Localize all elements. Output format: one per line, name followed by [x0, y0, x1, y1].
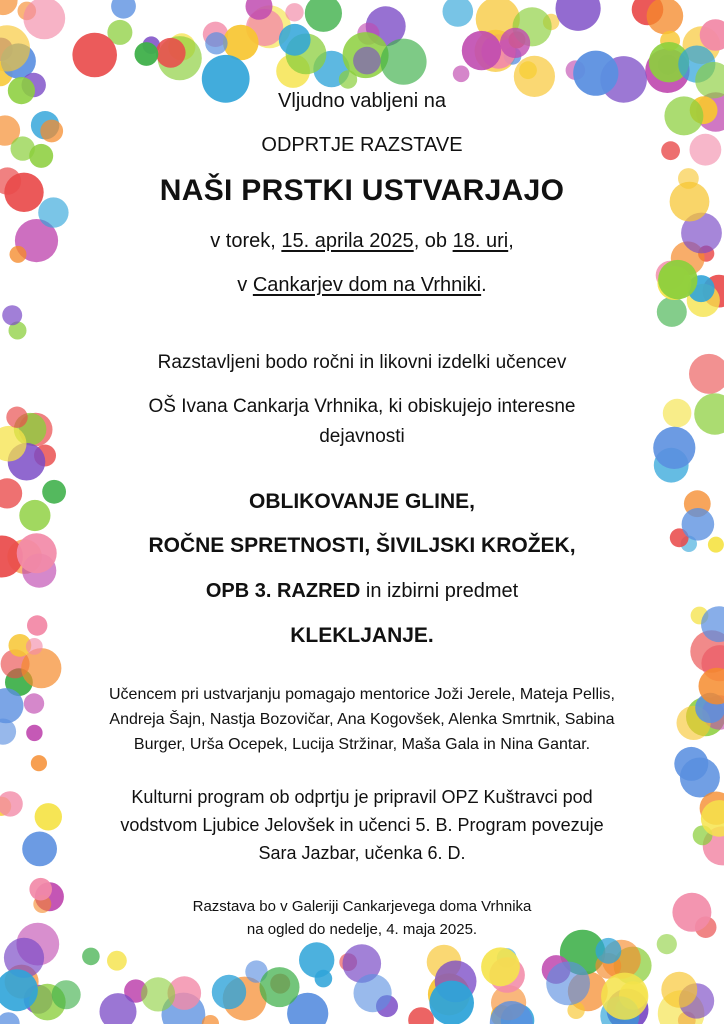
confetti-dot — [24, 693, 44, 713]
confetti-dot — [0, 478, 22, 508]
confetti-dot — [708, 537, 724, 553]
event-date: 15. aprila 2025 — [281, 230, 414, 252]
confetti-dot — [26, 638, 43, 655]
confetti-dot — [481, 947, 520, 986]
confetti-dot — [670, 182, 710, 222]
confetti-dot — [8, 77, 35, 104]
confetti-dot — [141, 977, 175, 1011]
confetti-dot — [212, 975, 246, 1009]
confetti-dot — [29, 878, 52, 901]
exhibit-line: Razstavljeni bodo ročni in likovni izdelki učencev — [157, 352, 567, 373]
activity-line: KLEKLJANJE. — [290, 624, 434, 647]
confetti-dot — [556, 0, 601, 31]
footer-line: na ogled do nedelje, 4. maja 2025. — [246, 921, 478, 938]
confetti-dot — [72, 33, 117, 78]
confetti-dot — [380, 39, 426, 85]
confetti-dot — [315, 970, 333, 988]
confetti-dot — [443, 0, 474, 27]
program-line: Kulturni program ob odprtju je pripravil OPZ Kuštravci pod — [131, 787, 593, 807]
invite-line: Vljudno vabljeni na — [278, 90, 446, 112]
program-line: vodstvom Ljubice Jelovšek in učenci 5. B. Program povezuje — [120, 815, 604, 835]
confetti-dot — [658, 260, 697, 299]
confetti-dot — [672, 893, 711, 932]
confetti-dot — [690, 134, 722, 166]
event-type: ODPRTJE RAZSTAVE — [261, 134, 463, 156]
confetti-dot — [82, 948, 100, 966]
confetti-dot — [689, 354, 724, 394]
exhibit-line: OŠ Ivana Cankarja Vrhnika, ki obiskujejo interesne — [148, 396, 576, 417]
confetti-dot — [2, 305, 22, 325]
confetti-dot — [107, 951, 127, 971]
confetti-dot — [429, 981, 474, 1024]
confetti-dot — [205, 32, 227, 54]
mentors-line: Andreja Šajn, Nastja Bozovičar, Ana Kogovšek, Alenka Smrtnik, Sabina — [109, 711, 615, 728]
confetti-dot — [661, 141, 680, 160]
confetti-dot — [694, 393, 724, 434]
confetti-dot — [285, 3, 303, 21]
confetti-dot — [0, 0, 18, 15]
confetti-dot — [682, 508, 715, 541]
activity-line: OPB 3. RAZRED in izbirni predmet — [205, 580, 519, 602]
confetti-dot — [279, 24, 311, 56]
confetti-dot — [19, 500, 50, 531]
activity-line: ROČNE SPRETNOSTI, ŠIVILJSKI KROŽEK, — [148, 534, 576, 557]
event-venue-line: v Cankarjev dom na Vrhniki. — [237, 274, 487, 296]
confetti-dot — [657, 297, 687, 327]
confetti-dot — [10, 246, 27, 263]
event-date-time: v torek, 15. aprila 2025, ob 18. uri, — [210, 230, 514, 252]
activity-line: OBLIKOVANJE GLINE, — [249, 490, 475, 513]
confetti-dot — [596, 938, 622, 964]
confetti-dot — [11, 136, 35, 160]
confetti-dot — [353, 47, 381, 75]
confetti-dot — [6, 407, 27, 428]
confetti-dot — [664, 96, 703, 135]
confetti-dot — [17, 533, 57, 573]
confetti-dot — [601, 973, 648, 1020]
exhibit-line: dejavnosti — [319, 426, 405, 447]
confetti-dot — [462, 31, 501, 70]
confetti-dot — [663, 399, 692, 428]
program-line: Sara Jazbar, učenka 6. D. — [258, 843, 466, 863]
confetti-dot — [31, 755, 47, 771]
mentors-line: Učencem pri ustvarjanju pomagajo mentorice Joži Jerele, Mateja Pellis, — [109, 686, 615, 703]
mentors-line: Burger, Urša Ocepek, Lucija Stržinar, Maša Gala in Nina Gantar. — [133, 736, 591, 753]
confetti-dot — [339, 70, 357, 88]
confetti-dot — [23, 0, 65, 39]
confetti-dot — [35, 803, 62, 830]
confetti-dot — [111, 0, 136, 19]
confetti-dot — [661, 972, 697, 1008]
confetti-dot — [453, 66, 470, 83]
confetti-dot — [354, 974, 392, 1012]
confetti-dot — [647, 0, 684, 34]
confetti-dot — [408, 1007, 434, 1024]
confetti-dot — [223, 25, 259, 61]
confetti-dot — [500, 28, 530, 58]
confetti-dot — [260, 967, 300, 1007]
confetti-dot — [546, 962, 590, 1006]
confetti-dot — [135, 42, 159, 66]
footer-line: Razstava bo v Galeriji Cankarjevega doma Vrhnika — [192, 898, 532, 915]
confetti-dot — [0, 1012, 20, 1024]
confetti-dot — [26, 725, 42, 741]
confetti-dot — [305, 0, 342, 32]
event-venue: Cankarjev dom na Vrhniki — [252, 274, 482, 296]
confetti-dot — [27, 615, 47, 635]
exhibition-title: NAŠI PRSTKI USTVARJAJO — [159, 174, 565, 207]
confetti-dot — [0, 791, 23, 816]
confetti-dot — [52, 980, 81, 1009]
confetti-dot — [156, 38, 186, 68]
event-time: 18. uri — [452, 230, 509, 252]
confetti-dot — [21, 648, 61, 688]
confetti-dot — [680, 758, 720, 798]
confetti-dot — [22, 832, 57, 867]
